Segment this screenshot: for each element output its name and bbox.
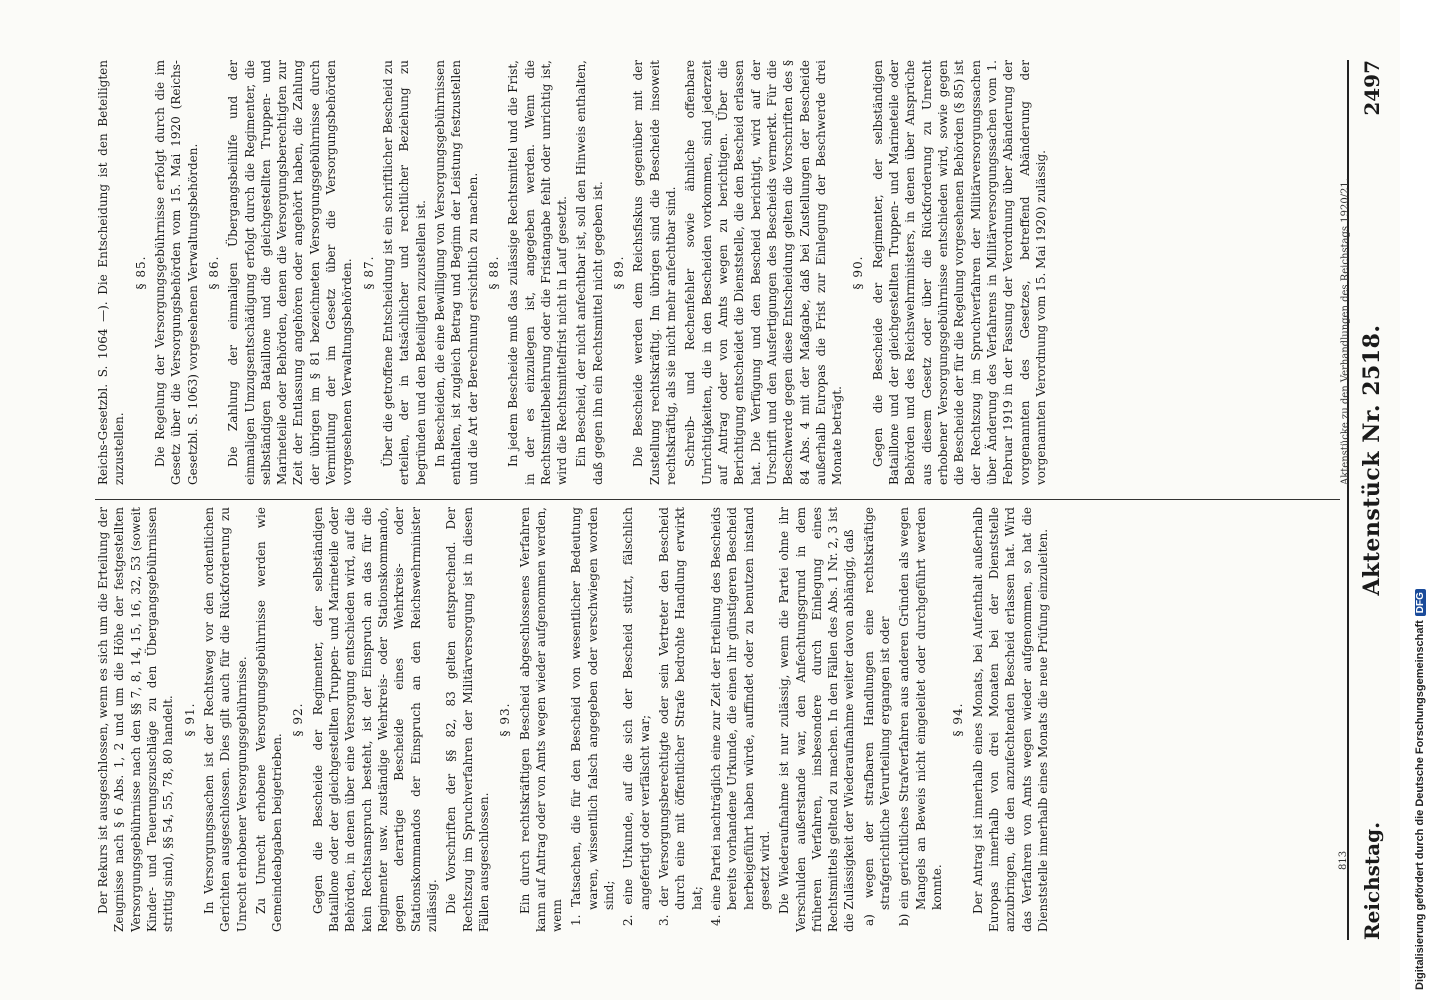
section-92-paragraph-2: Die Vorschriften der §§ 82, 83 gelten entsprechend. Der Rechtszug im Spruchverfahren der Militärversorgung ist in diesen Fällen ausgeschlossen. [444,507,491,932]
section-92-paragraph-1: Gegen die Bescheide der Regimenter, der selbständigen Bataillone oder der gleichgestellten Truppen- und Marineteile oder Behörden, in denen über eine Versorgung entschieden wird, auf die kein Rechtsanspruch besteht, ist der Einspruch an das für die Regimenter usw. zuständige Wehrkreis- oder Stationskommando, gegen derartige Bescheide eines Wehrkreis- oder Stationskommandos der Einspruch an den Reichswehrminister zulässig. [310,507,439,932]
section-93-item: 2. eine Urkunde, auf die sich der Bescheid stützt, fälschlich angefertigt oder verfälscht war; [621,507,652,926]
section-88-paragraph-2: Ein Bescheid, der nicht anfechtbar ist, soll den Hinweis enthalten, daß gegen ihn ein Rechtsmittel nicht gegeben ist. [574,60,605,485]
page-number: 2497 [1360,60,1384,116]
section-93-paragraph-1: Ein durch rechtskräftigen Bescheid abgeschlossenes Verfahren kann auf Antrag oder von Amts wegen wieder aufgenommen werden, wenn [517,507,565,932]
section-92-title: § 92. [291,702,306,737]
header-left: Reichstag. [1360,821,1384,940]
section-91-paragraph-2: Zu Unrecht erhobene Versorgungsgebührnisse werden wie Gemeindeabgaben beigetrieben. [253,507,285,932]
section-93-item: 3. der Versorgungsberechtigte oder sein Vertreter den Bescheid durch eine mit öffentlicher Strafe bedrohte Handlung erwirkt hat; [657,507,704,926]
section-91-paragraph-1: In Versorgungssachen ist der Rechtsweg vor den ordentlichen Gerichten ausgeschlossen. Dies gilt auch für die Rückforderung zu Unrecht erhobener Versorgungsgebührnisse. [201,507,249,932]
section-85-title: § 85. [133,255,148,290]
section-89-paragraph-1: Die Bescheide werden dem Reichsfiskus gegenüber mit der Zustellung rechtskräftig. Im übrigen sind die Bescheide insoweit rechtskräftig, als sie nicht mehr anfechtbar sind. [631,60,678,485]
section-94-title: § 94. [951,702,966,737]
section-89-paragraph-2: Schreib- und Rechenfehler sowie ähnliche offenbare Unrichtigkeiten, die in den Bescheiden vorkommen, sind jederzeit auf Antrag oder von Amts wegen zu berichtigen. Über die Berichtigung entscheidet die Dienststelle, die den Bescheid erlassen hat. Die Verfügung und den Bescheid berichtigt, wird auf der Urschrift und den Ausfertigungen des Bescheids vermerkt. Für die Beschwerde gegen diese Entscheidung gelten die Vorschriften des § 84 Abs. 4 mit der Maßgabe, daß bei Zustellungen der Bescheide außerhalb Europas die Frist zur Einlegung der Beschwerde drei Monate beträgt. [683,60,845,485]
section-87-paragraph-2: In Bescheiden, die eine Bewilligung von Versorgungsgebührnissen enthalten, ist zugleich Betrag und Beginn der Leistung festzustellen und die Art der Berechnung ersichtlich zu machen. [432,60,480,485]
section-93-subitem: a) wegen der strafbaren Handlungen eine rechtskräftige strafgerichtliche Verurteilung ergangen ist oder [861,507,893,926]
section-91-title: § 91. [182,702,197,737]
footer-note: Aktenstücke zu den Verhandlungen des Reichstags 1920/21. [1340,178,1351,485]
funding-notice [1412,0,1428,990]
section-93-item: 1. Tatsachen, die für den Bescheid von wesentlicher Bedeutung waren, wissentlich falsch angegeben oder verschwiegen worden sind; [569,507,617,926]
right-intro: Der Rekurs ist ausgeschlossen, wenn es sich um die Erteilung der Zeugnisse nach § 6 Abs. 1, 2 und um die Höhe der festgestellten Versorgungsgebührnisse nach den §§ 7, 8, 14, 15, 16, 32, 53 (soweit Kinder- und Teuerungszuschläge zu den Übergangsgebührnissen strittig sind), §§ 54, 55, 78, 80 handelt. [96,507,176,932]
section-87-title: § 87. [361,255,376,290]
section-90-text: Gegen die Bescheide der Regimenter, der selbständigen Bataillone und der gleichgestellten Truppen- und Marineteile oder Behörden und des Reichswehrministers, in denen über Ansprüche aus diesem Gesetz oder über die Rückforderung zu Unrecht erhobener Versorgungsgebührnisse entschieden wird, sowie gegen die Bescheide der für die Regelung vorgesehenen Behörden (§ 85) ist der Rechtszug im Spruchverfahren der Militärversorgungssachen über Änderung des Verfahrens in Militärversorgungssachen vom 1. Februar 1919 in der Fassung der Verordnung über Abänderung der vorgenannten des Gesetzes, betreffend Abänderung der vorgenannten Verordnung vom 15. Mai 1920) zulässig. [870,60,1048,485]
section-93-title: § 93. [498,702,513,737]
column-divider [95,499,1340,500]
page-header [1352,60,1392,940]
section-87-paragraph-1: Über die getroffene Entscheidung ist ein schriftlicher Bescheid zu erteilen, der in tatsächlicher und rechtlicher Beziehung zu begründen und den Beteiligten zuzustellen ist. [381,60,428,485]
dfg-logo-icon: DFG [1415,589,1426,616]
right-column [95,507,1054,932]
funding-text: Digitalisierung gefördert durch die Deutsche Forschungsgemeinschaft [1414,620,1426,990]
header-title: Aktenstück Nr. 2518. [1359,324,1385,596]
section-88-paragraph-1: In jedem Bescheide muß das zulässige Rechtsmittel und die Frist, in der es einzulegen ist, angegeben werden. Wenn die Rechtsmittelbelehrung oder die Fristangabe fehlt oder unrichtig ist, wird die Rechtsmittelfrist nicht in Lauf gesetzt. [506,60,570,485]
section-90-title: § 90. [851,255,866,290]
section-88-title: § 88. [486,255,501,290]
section-93-subitem: b) ein gerichtliches Strafverfahren aus anderen Gründen als wegen Mangels an Beweis nicht eingeleitet oder durchgeführt werden konnte. [897,507,944,926]
section-86-text: Die Zahlung der einmaligen Übergangsbeihilfe und der einmaligen Umzugsentschädigung erfolgt durch die Regimenter, die selbständigen Bataillone und die gleichgestellten Truppen- und Marineteile oder Behörden, denen die Versorgungsberechtigten zur Zeit der Entlassung angehören oder angehört haben, die Zahlung der übrigen im § 81 bezeichneten Versorgungsgebührnisse durch Vermittlung der im Gesetz über die Versorgungsbehörden vorgesehenen Verwaltungsbehörden. [226,60,355,485]
section-86-title: § 86. [206,255,221,290]
section-85-text: Die Regelung der Versorgungsgebührnisse erfolgt durch die im Gesetz über die Versorgungsbehörden vom 15. Mai 1920 (Reichs-Gesetzbl. S. 1063) vorgesehenen Verwaltungsbehörden. [152,60,200,485]
left-column [95,60,1052,485]
left-intro: Reichs-Gesetzbl. S. 1064 —). Die Entscheidung ist den Beteiligten zuzustellen. [96,60,127,485]
footer-sheet-number: 813 [1338,850,1349,870]
section-93-item: 4. eine Partei nachträglich eine zur Zeit der Erteilung des Bescheids bereits vorhandene Urkunde, die einen ihr günstigeren Bescheid herbeigeführt haben würde, auffindet oder zu benutzen instand gesetzt wird. [708,507,772,926]
funding-sidebar [1400,0,1434,1000]
section-94-text: Der Antrag ist innerhalb eines Monats, bei Aufenthalt außerhalb Europas innerhalb von drei Monaten bei der Dienststelle anzubringen, die den anzufechtenden Bescheid erlassen hat. Wird das Verfahren von Amts wegen wieder aufgenommen, so hat die Dienststelle innerhalb eines Monats die neue Prüfung einzuleiten. [970,507,1050,932]
section-89-title: § 89. [612,255,627,290]
section-93-paragraph-2: Die Wiederaufnahme ist nur zulässig, wenn die Partei ohne ihr Verschulden außerstande war, den Anfechtungsgrund in dem früheren Verfahren, insbesondere durch Einlegung eines Rechtsmittels geltend zu machen. In den Fällen des Abs. 1 Nr. 2, 3 ist die Zulässigkeit der Wiederaufnahme weiter davon abhängig, daß [777,507,857,932]
